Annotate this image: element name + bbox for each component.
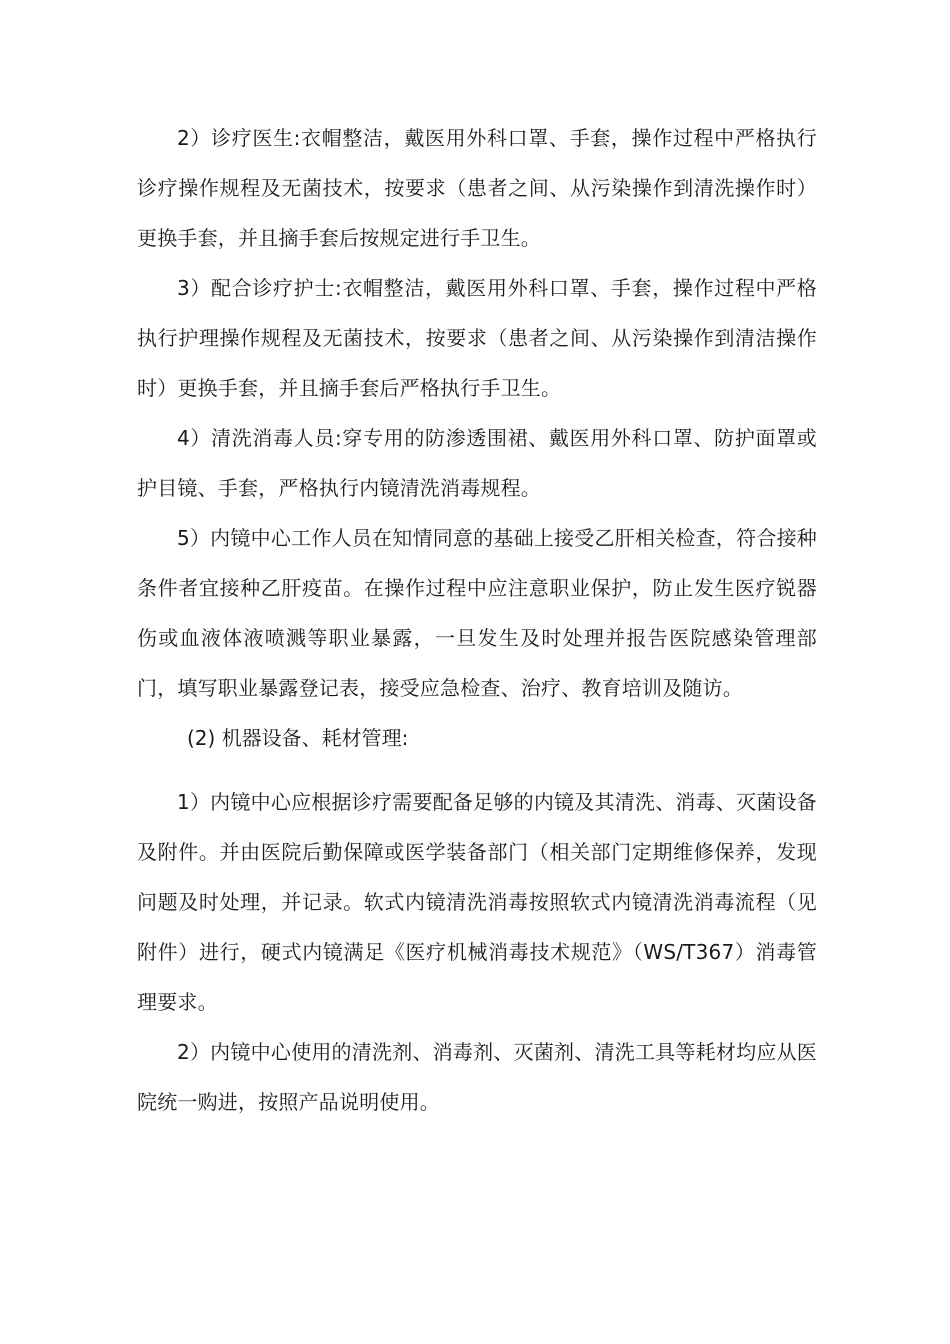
paragraph-endoscope-equipment: 1）内镜中心应根据诊疗需要配备足够的内镜及其清洗、消毒、灭菌设备及附件。并由医院后勤保障或医学装备部门（相关部门定期维修保养，发现问题及时处理，并记录。软式内镜清洗消毒按照软式内镜清洗消毒流程（见附件）进行，硬式内镜满足《医疗机械消毒技术规范》（WS/T367）消毒管理要求。 (137, 790, 817, 1014)
paragraph-cleaning-staff: 4）清洗消毒人员:穿专用的防渗透围裙、戴医用外科口罩、防护面罩或护目镜、手套，严格执行内镜清洗消毒规程。 (137, 426, 817, 500)
paragraph-consumables: 2）内镜中心使用的清洗剂、消毒剂、灭菌剂、清洗工具等耗材均应从医院统一购进，按照产品说明使用。 (137, 1040, 817, 1114)
paragraph-hepatitis-protection: 5）内镜中心工作人员在知情同意的基础上接受乙肝相关检查，符合接种条件者宜接种乙肝疫苗。在操作过程中应注意职业保护，防止发生医疗锐器伤或血液体液喷溅等职业暴露，一旦发生及时处理并报告医院感染管理部门，填写职业暴露登记表，接受应急检查、治疗、教育培训及随访。 (137, 526, 817, 700)
document-page (137, 113, 817, 1127)
paragraph-assisting-nurse: 3）配合诊疗护士:衣帽整洁，戴医用外科口罩、手套，操作过程中严格执行护理操作规程及无菌技术，按要求（患者之间、从污染操作到清洁操作时）更换手套，并且摘手套后严格执行手卫生。 (137, 276, 817, 400)
section-heading-equipment: (2) 机器设备、耗材管理: (187, 726, 409, 750)
paragraph-diagnosing-doctor: 2）诊疗医生:衣帽整洁，戴医用外科口罩、手套，操作过程中严格执行诊疗操作规程及无菌技术，按要求（患者之间、从污染操作到清洗操作时）更换手套，并且摘手套后按规定进行手卫生。 (137, 126, 817, 250)
spacer (137, 763, 817, 777)
